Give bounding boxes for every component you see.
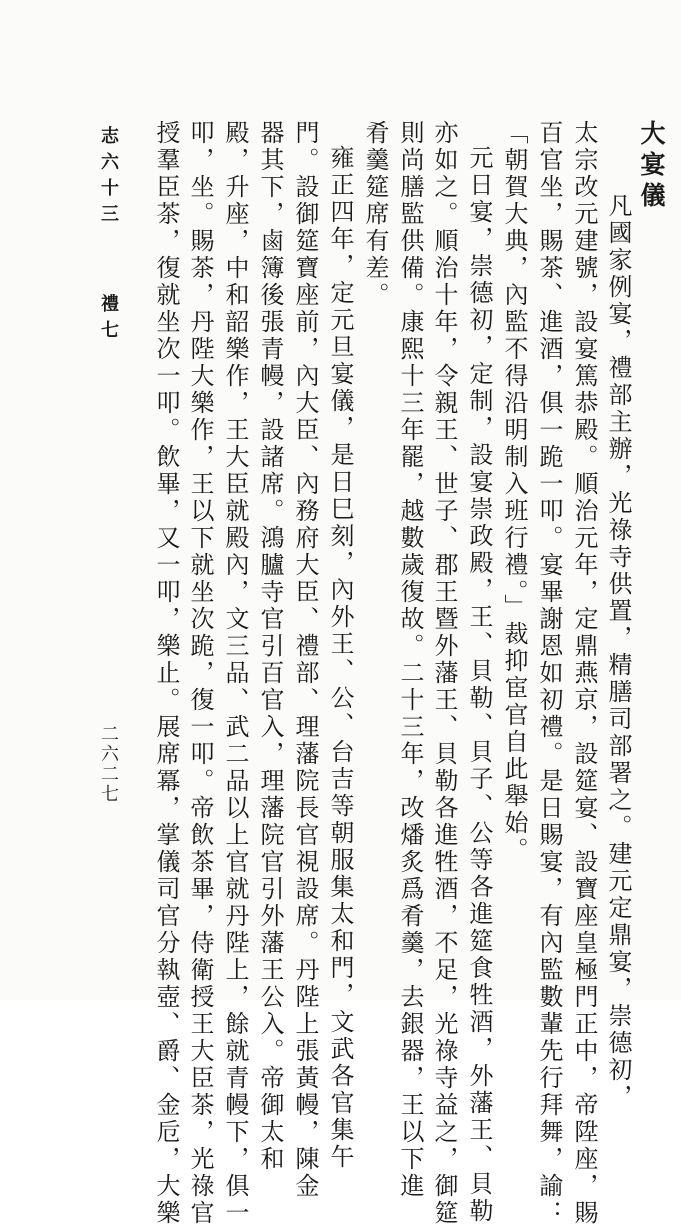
text-column-1: 凡國家例宴，禮部主辦，光祿寺供置，精膳司部署之。建元定鼎宴，崇德初， (604, 193, 632, 1111)
text-column-14: 授羣臣茶，復就坐次一叩。飲畢，又一叩，樂止。展席冪，掌儀司官分執壺、爵、金卮，大樂 (152, 120, 180, 1227)
text-column-7: 則尚膳監供備。康熙十三年罷，越數歲復故。二十三年，改燔炙爲肴羹，去銀器，王以下進 (396, 120, 424, 1200)
section-title: 大宴儀 (637, 120, 666, 213)
text-column-5: 元日宴，崇德初，定制，設宴崇政殿，王、貝勒、貝子、公等各進筵食牲酒，外藩王、貝勒 (465, 145, 493, 1225)
text-column-6: 亦如之。順治十年，令親王、世子、郡王暨外藩王、貝勒各進牲酒，不足，光祿寺益之，御筵 (430, 120, 458, 1227)
text-column-11: 器其下，鹵簿後張青幔，設諸席。鴻臚寺官引百官入，理藩院官引外藩王公入。帝御太和 (256, 120, 284, 1173)
volume-label: 志六十三 (98, 126, 119, 230)
page-number: 二六二七 (98, 724, 119, 804)
section-label: 禮七 (98, 294, 119, 346)
text-column-9: 雍正四年，定元旦宴儀，是日巳刻，內外王、公、台吉等朝服集太和門，文武各官集午 (326, 145, 354, 1171)
text-column-12: 殿，升座，中和韶樂作，王大臣就殿內，文三品、武二品以上官就丹陛上，餘就青幔下，俱一 (221, 120, 249, 1227)
text-column-10: 門。設御筵寶座前，內大臣、內務府大臣、禮部、理藩院長官視設席。丹陛上張黃幔，陳金 (291, 120, 319, 1200)
text-column-13: 叩，坐。賜茶，丹陛大樂作，王以下就坐次跪，復一叩。帝飲茶畢，侍衛授王大臣茶，光祿官 (186, 120, 214, 1227)
text-column-3: 百官坐，賜茶、進酒，俱一跪一叩。宴畢謝恩如初禮。是日賜宴，有內監數輩先行拜舞，諭： (535, 120, 563, 1227)
text-column-2: 太宗改元建號，設宴篤恭殿。順治元年，定鼎燕京，設筵宴、設寶座皇極門正中，帝陞座，賜 (570, 120, 598, 1227)
text-column-4: 「朝賀大典，內監不得沿明制入班行禮。」裁抑宦官自此舉始。 (500, 120, 528, 864)
text-column-8: 肴羹筵席有差。 (361, 120, 389, 309)
